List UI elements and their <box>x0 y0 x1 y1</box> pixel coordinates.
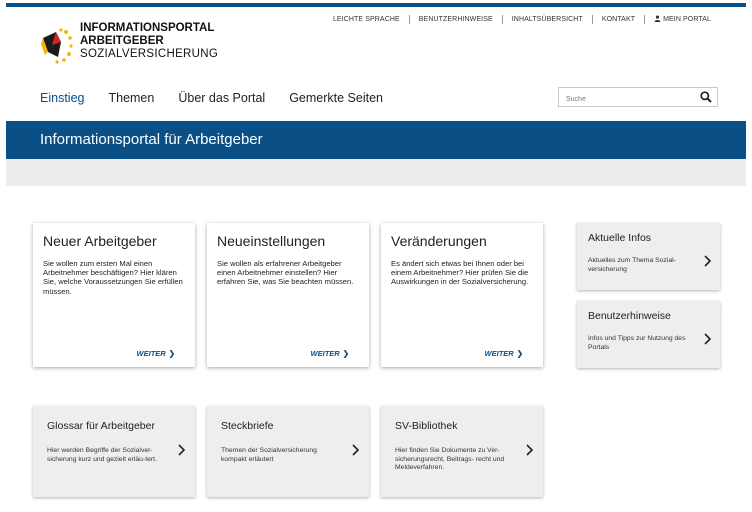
card-title: Neuer Arbeitgeber <box>43 233 157 249</box>
card-title: Neueinstellungen <box>217 233 326 249</box>
card-title: Steckbriefe <box>221 420 274 432</box>
gray-band <box>6 159 746 186</box>
chevron-right-icon <box>178 444 185 456</box>
card-title: SV-Bibliothek <box>395 420 458 432</box>
chevron-right-icon <box>352 444 359 456</box>
logo-line-3: SOZIALVERSICHERUNG <box>80 48 219 60</box>
site-logo[interactable] <box>40 22 218 64</box>
card-text: Sie wollen als erfahrener Arbeitgeber einen Arbeitnehmer einstellen? Hier erfahren Sie, was Sie beachten müssen. <box>217 259 354 287</box>
chevron-right-icon <box>526 444 533 456</box>
chevron-right-icon <box>704 255 711 267</box>
util-link-mein-portal-label: MEIN PORTAL <box>663 16 711 23</box>
weiter-link[interactable] <box>137 349 175 358</box>
util-link-benutzerhinweise[interactable]: BENUTZERHINWEISE <box>409 15 502 24</box>
side-card-aktuelle-infos[interactable] <box>577 223 720 290</box>
util-link-kontakt[interactable]: KONTAKT <box>592 15 644 24</box>
side-card-title: Aktuelle Infos <box>588 232 652 244</box>
search-input[interactable] <box>559 91 694 109</box>
card-neuer-arbeitgeber[interactable] <box>33 223 195 367</box>
chevron-right-icon <box>704 333 711 345</box>
weiter-label: WEITER <box>310 349 340 358</box>
nav-gemerkte-seiten[interactable]: Gemerkte Seiten <box>289 91 383 105</box>
weiter-label: WEITER <box>484 349 514 358</box>
card-glossar[interactable] <box>33 406 195 497</box>
util-link-mein-portal[interactable] <box>644 15 720 24</box>
side-card-benutzerhinweise[interactable] <box>577 301 720 368</box>
card-text: Hier werden Begriffe der Sozialver-sicherung kurz und gezielt erläu-tert. <box>47 447 157 463</box>
card-text: Es ändert sich etwas bei Ihnen oder bei einem Arbeitnehmer? Hier prüfen Sie die Auswirkungen in der Sozialversicherung. <box>391 259 529 287</box>
logo-line-1: INFORMATIONSPORTAL <box>80 22 215 34</box>
card-text: Hier finden Sie Dokumente zu Ver-sicherungsrecht, Beitrags- recht und Meldeverfahren. <box>395 447 505 472</box>
card-sv-bibliothek[interactable] <box>381 406 543 497</box>
utility-nav <box>324 15 720 24</box>
weiter-link[interactable] <box>485 349 523 358</box>
card-text: Sie wollen zum ersten Mal einen Arbeitnehmer beschäftigen? Hier klären Sie, welche Voraussetzungen Sie erfüllen müssen. <box>43 259 183 296</box>
side-card-title: Benutzerhinweise <box>588 310 671 322</box>
card-title: Glossar für Arbeitgeber <box>47 420 155 432</box>
hero-banner <box>6 121 746 159</box>
nav-ueber-das-portal[interactable]: Über das Portal <box>178 91 266 105</box>
top-accent-bar <box>6 3 746 7</box>
card-title: Veränderungen <box>391 233 487 249</box>
nav-einstieg[interactable]: Einstieg <box>40 91 85 105</box>
logo-line-2: ARBEITGEBER <box>80 35 164 47</box>
person-icon <box>654 15 661 22</box>
util-link-inhaltsuebersicht[interactable]: INHALTSÜBERSICHT <box>502 15 592 24</box>
weiter-link[interactable] <box>311 349 349 358</box>
card-text: Themen der Sozialversicherung kompakt erläutert <box>221 447 317 463</box>
weiter-label: WEITER <box>136 349 166 358</box>
card-steckbriefe[interactable] <box>207 406 369 497</box>
main-nav <box>40 91 407 105</box>
page-title: Informationsportal für Arbeitgeber <box>40 131 263 148</box>
search-box <box>558 87 718 107</box>
card-neueinstellungen[interactable] <box>207 223 369 367</box>
chevron-right-icon: ❯ <box>516 349 523 358</box>
side-card-text: Aktuelles zum Thema Sozial-versicherung <box>588 257 676 273</box>
util-link-leichte-sprache[interactable]: LEICHTE SPRACHE <box>332 16 400 23</box>
card-veraenderungen[interactable] <box>381 223 543 367</box>
eagle-emblem-icon <box>40 26 74 64</box>
chevron-right-icon: ❯ <box>168 349 175 358</box>
side-card-text: Infos und Tipps zur Nutzung des Portals <box>588 335 686 351</box>
chevron-right-icon: ❯ <box>342 349 349 358</box>
nav-themen[interactable]: Themen <box>108 91 155 105</box>
magnifier-icon[interactable] <box>700 91 712 103</box>
